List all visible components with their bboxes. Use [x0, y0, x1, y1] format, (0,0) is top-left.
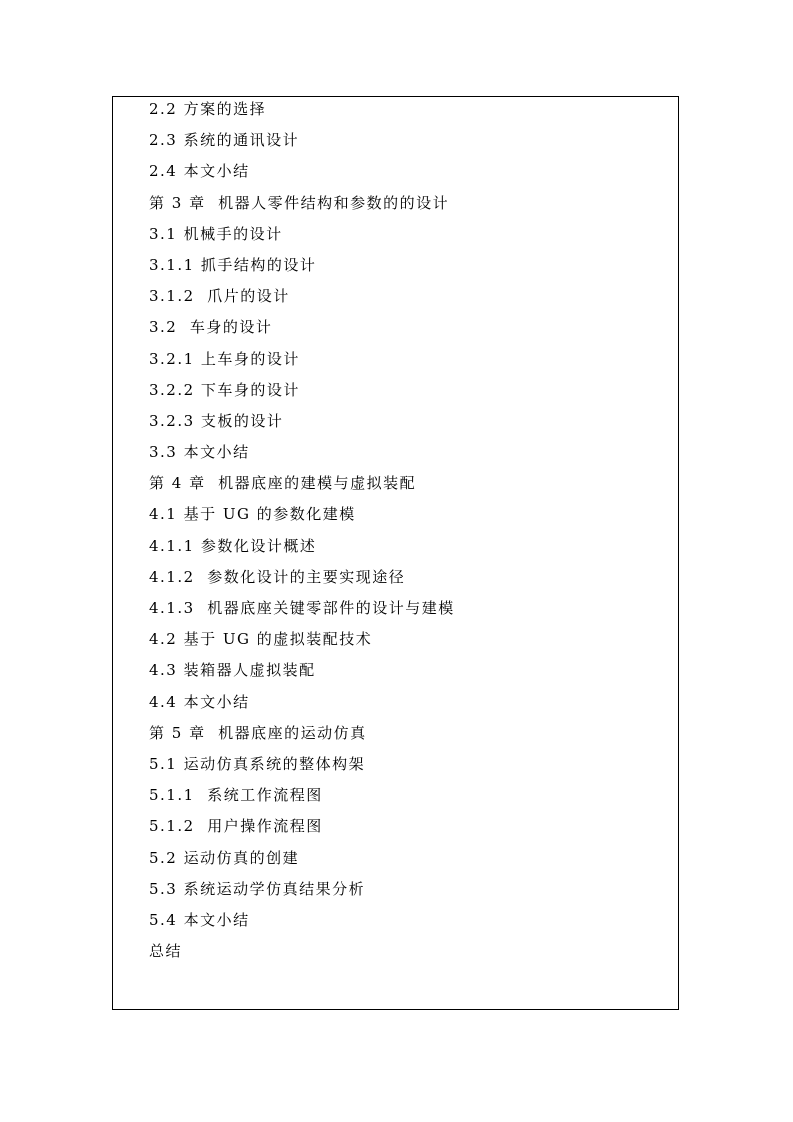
toc-entry: 3.2.1 上车身的设计	[149, 349, 300, 368]
toc-entry: 2.2 方案的选择	[149, 100, 267, 118]
toc-conclusion: 总结	[149, 942, 183, 961]
table-of-contents-frame	[112, 96, 679, 1010]
table-of-contents	[149, 96, 455, 969]
toc-entry: 3.1 机械手的设计	[149, 224, 283, 243]
toc-entry: 5.1.1 系统工作流程图	[149, 786, 323, 805]
toc-entry: 3.1.1 抓手结构的设计	[149, 255, 317, 274]
toc-entry: 4.1.3 机器底座关键零部件的设计与建模	[149, 599, 455, 617]
toc-entry: 4.3 装箱器人虚拟装配	[149, 661, 316, 680]
toc-entry: 5.4 本文小结	[149, 910, 250, 929]
toc-entry: 3.3 本文小结	[149, 443, 250, 462]
toc-entry: 4.1 基于 UG 的参数化建模	[149, 505, 356, 524]
toc-entry: 4.2 基于 UG 的虚拟装配技术	[149, 630, 373, 649]
toc-entry: 3.2.3 支板的设计	[149, 411, 284, 430]
toc-entry: 5.1 运动仿真系统的整体构架	[149, 754, 366, 773]
toc-entry: 2.4 本文小结	[149, 162, 250, 181]
toc-entry: 5.3 系统运动学仿真结果分析	[149, 879, 366, 898]
toc-entry: 4.4 本文小结	[149, 692, 250, 711]
toc-entry: 4.1.2 参数化设计的主要实现途径	[149, 567, 406, 586]
toc-entry: 4.1.1 参数化设计概述	[149, 536, 317, 555]
toc-entry: 5.1.2 用户操作流程图	[149, 817, 323, 836]
toc-entry: 3.1.2 爪片的设计	[149, 287, 290, 306]
toc-entry: 3.2.2 下车身的设计	[149, 380, 300, 399]
toc-entry: 3.2 车身的设计	[149, 318, 273, 337]
toc-chapter-3: 第 3 章 机器人零件结构和参数的的设计	[149, 193, 450, 212]
toc-entry: 2.3 系统的通讯设计	[149, 131, 300, 150]
toc-chapter-4: 第 4 章 机器底座的建模与虚拟装配	[149, 474, 417, 493]
toc-entry: 5.2 运动仿真的创建	[149, 848, 300, 867]
toc-chapter-5: 第 5 章 机器底座的运动仿真	[149, 723, 367, 742]
